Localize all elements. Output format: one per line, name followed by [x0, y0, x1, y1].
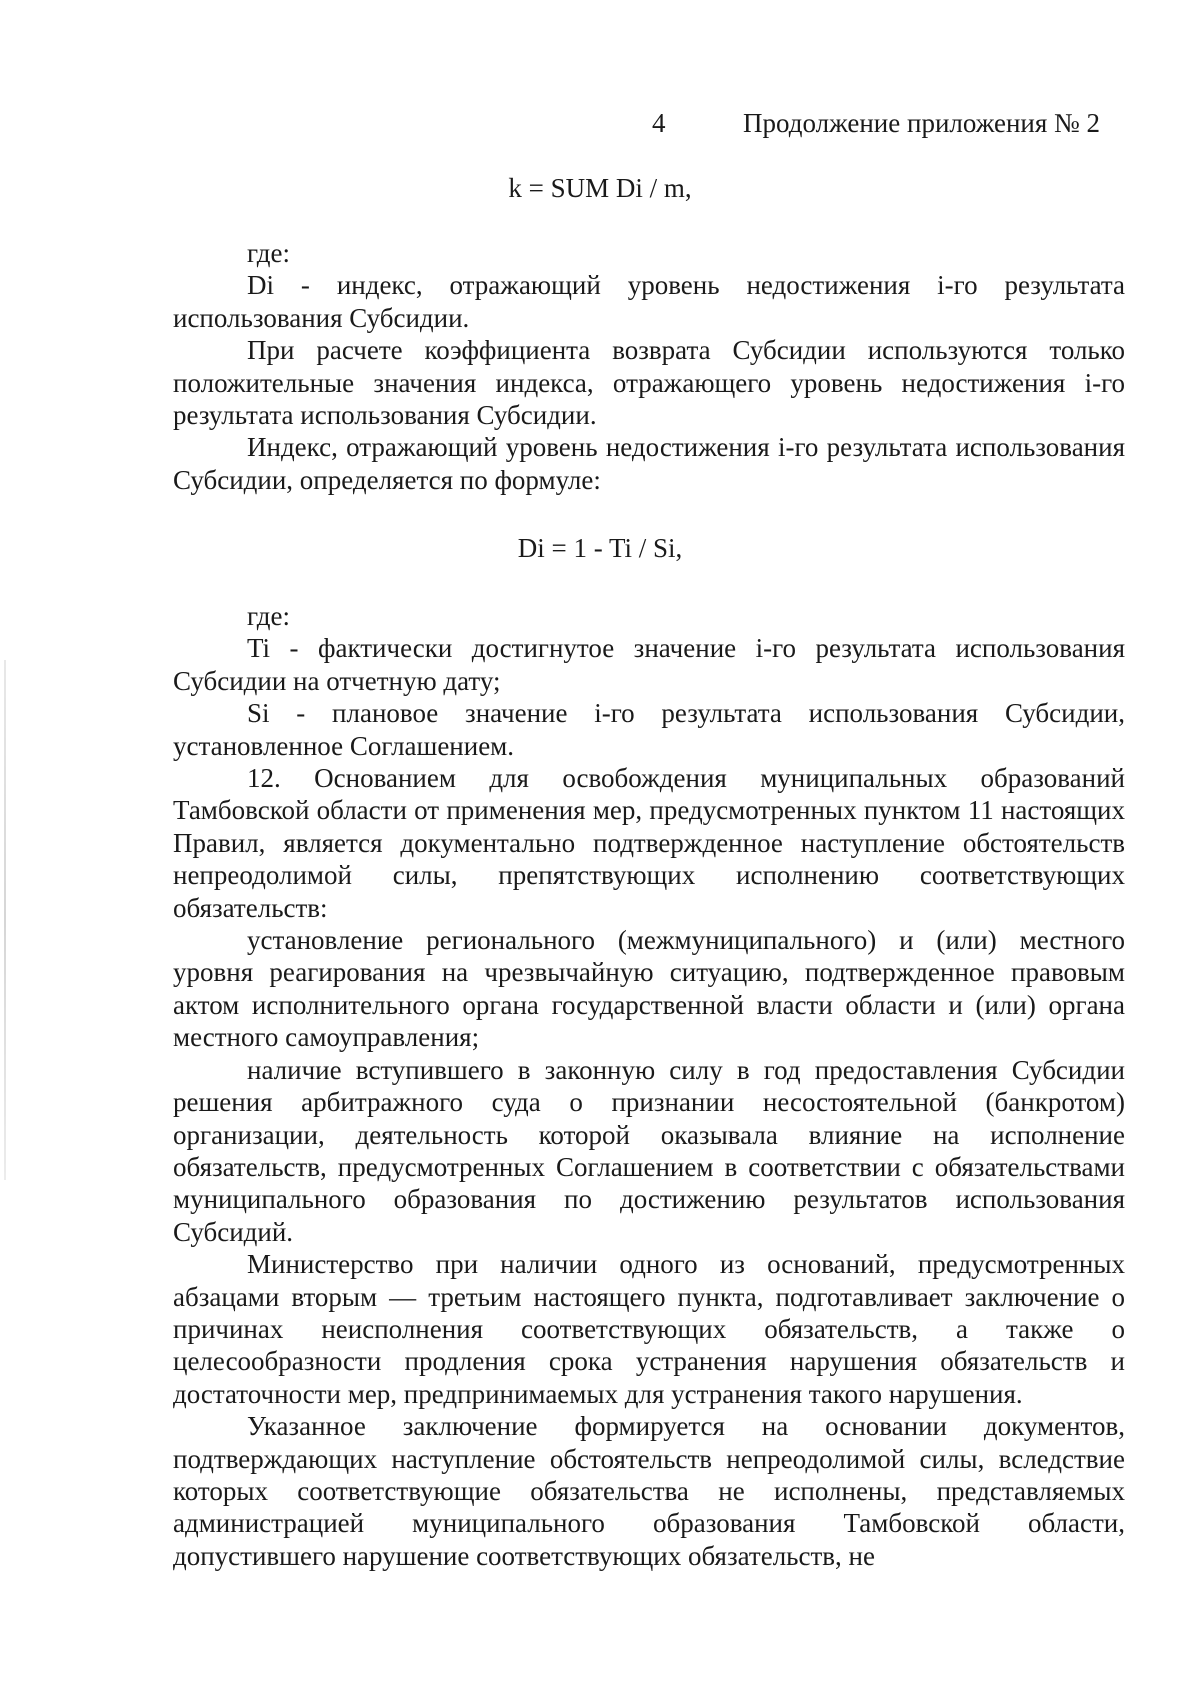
- page-header: [0, 108, 1200, 144]
- di-definition: Di - индекс, отражающий уровень недостижения i-го результата использования Субсидии.: [173, 270, 1125, 333]
- paragraph-ministry-conclusion: Министерство при наличии одного из оснований, предусмотренных абзацами вторым — третьим настоящего пункта, подготавливает заключение о причинах неисполнения соответствующих обязательств, а также о целесообразности продления срока устранения нарушения обязательств и достаточности мер, предпринимаемых для устранения такого нарушения.: [173, 1249, 1125, 1409]
- paragraph-index-formula-intro: Индекс, отражающий уровень недостижения i-го результата использования Субсидии, определяется по формуле:: [173, 432, 1125, 495]
- paragraph-positive-values: При расчете коэффициента возврата Субсидии используются только положительные значения индекса, отражающего уровень недостижения i-го результата использования Субсидии.: [173, 335, 1125, 431]
- appendix-continuation-title: Продолжение приложения № 2: [743, 108, 1101, 138]
- text-block-1: [173, 237, 1125, 496]
- text-block-2: [173, 600, 1125, 1572]
- page-number: 4: [652, 108, 666, 138]
- paragraph-item-12: 12. Основанием для освобождения муниципальных образований Тамбовской области от применения мер, предусмотренных пунктом 11 настоящих Правил, является документально подтвержденное наступление обстоятельств непреодолимой силы, препятствующих исполнению соответствующих обязательств:: [173, 763, 1125, 923]
- paragraph-court-decision: наличие вступившего в законную силу в год предоставления Субсидии решения арбитражного суда о признании несостоятельной (банкротом) организации, деятельность которой оказывала влияние на исполнение обязательств, предусмотренных Соглашением в соответствии с обязательствами муниципального образования по достижению результатов использования Субсидий.: [173, 1054, 1125, 1247]
- si-definition: Si - плановое значение i-го результата использования Субсидии, установленное Соглашением.: [173, 698, 1125, 761]
- where-label: где:: [247, 601, 290, 631]
- where-label: где:: [247, 238, 290, 268]
- paragraph-conclusion-basis: Указанное заключение формируется на основании документов, подтверждающих наступление обстоятельств непреодолимой силы, вследствие которых соответствующие обязательства не исполнены, представляемых администрацией муниципального образования Тамбовской области, допустившего нарушение соответствующих обязательств, не: [173, 1411, 1125, 1571]
- paragraph-emergency-response: установление регионального (межмуниципального) и (или) местного уровня реагирования на чрезвычайную ситуацию, подтвержденное правовым актом исполнительного органа государственной власти области и (или) органа местного самоуправления;: [173, 925, 1125, 1053]
- ti-definition: Ti - фактически достигнутое значение i-го результата использования Субсидии на отчетную дату;: [173, 633, 1125, 696]
- scan-edge-artifact: [4, 660, 6, 1180]
- formula-di: Di = 1 - Ti / Si,: [517, 533, 683, 563]
- formula-k: k = SUM Di / m,: [508, 173, 692, 203]
